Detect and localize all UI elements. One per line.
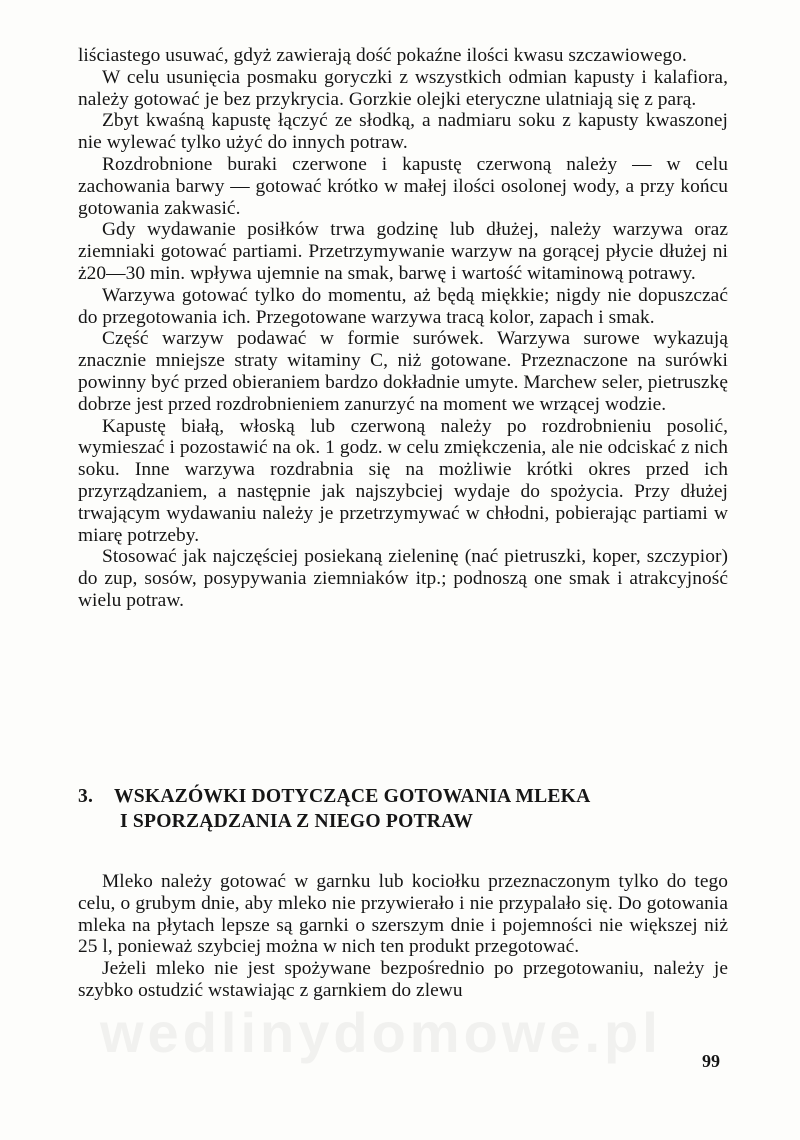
paragraph: Gdy wydawanie posiłków trwa godzinę lub dłużej, należy warzywa oraz ziemniaki gotować partiami. Przetrzymywanie warzyw na gorącej płycie dłużej ni ż20—30 min. wpływa ujemnie na smak, barwę i wartość witaminową potrawy. (78, 219, 728, 284)
lower-text-block (78, 871, 728, 1002)
paragraph: Rozdrobnione buraki czerwone i kapustę czerwoną należy — w celu zachowania barwy — gotować krótko w małej ilości osolonej wody, a przy końcu gotowania zakwasić. (78, 153, 728, 219)
section-number: 3. (78, 786, 94, 807)
watermark: wedlinydomowe.pl (100, 1001, 662, 1064)
paragraph: Zbyt kwaśną kapustę łączyć ze słodką, a nadmiaru soku z kapusty kwaszonej nie wylewać tylko użyć do innych potraw. (78, 110, 728, 154)
paragraph: Część warzyw podawać w formie surówek. Warzywa surowe wykazują znacznie mniejsze straty witaminy C, niż gotowane. Przeznaczone na surówki powinny być przed obieraniem bardzo dokładnie umyte. Marchew seler, pietruszkę dobrze jest przed rozdrobnieniem zanurzyć na moment we wrzącej wodzie. (78, 328, 728, 415)
paragraph: Warzywa gotować tylko do momentu, aż będą miękkie; nigdy nie dopuszczać do przegotowania ich. Przegotowane warzywa tracą kolor, zapach i smak. (78, 284, 728, 328)
paragraph: Mleko należy gotować w garnku lub kociołku przeznaczonym tylko do tego celu, o grubym dnie, aby mleko nie przywierało i nie przypalało się. Do gotowania mleka na płytach lepsze są garnki o szerszym dnie i pojemności nie większej niż 25 l, ponieważ szybciej można w nich ten produkt przegotować. (78, 871, 728, 958)
section-title-part-1: WSKAZÓWKI DOTYCZĄCE GOTOWANIA MLEKA (114, 786, 591, 807)
section-title-part-2: I SPORZĄDZANIA Z NIEGO POTRAW (120, 811, 474, 832)
section-heading (78, 784, 728, 834)
paragraph: liściastego usuwać, gdyż zawierają dość pokaźne ilości kwasu szczawiowego. (78, 45, 687, 66)
paragraph: Stosować jak najczęściej posiekaną zieleninę (nać pietruszki, koper, szczypior) do zup, sosów, posypywania ziemniaków itp.; podnoszą one smak i atrakcyjność wielu potraw. (78, 546, 728, 611)
upper-text-block (78, 45, 728, 612)
paragraph: Kapustę białą, włoską lub czerwoną należy po rozdrobnieniu posolić, wymieszać i pozostawić na ok. 1 godz. w celu zmiękczenia, ale nie odciskać z nich soku. Inne warzywa rozdrabnia się na możliwie krótki okres przed ich przyrządzaniem, a następnie jak najszybciej wydaje do spożycia. Przy dłużej trwającym wydawaniu należy je przetrzymywać w chłodni, pobierając partiami w miarę potrzeby. (78, 415, 728, 546)
paragraph: Jeżeli mleko nie jest spożywane bezpośrednio po przegotowaniu, należy je szybko ostudzić wstawiając z garnkiem do zlewu (78, 958, 728, 1001)
page-number: 99 (702, 1051, 720, 1071)
section-heading-line-1 (78, 784, 728, 809)
paragraph: W celu usunięcia posmaku goryczki z wszystkich odmian kapusty i kalafiora, należy gotować je bez przykrycia. Gorzkie olejki eteryczne ulatniają się z parą. (78, 66, 728, 110)
